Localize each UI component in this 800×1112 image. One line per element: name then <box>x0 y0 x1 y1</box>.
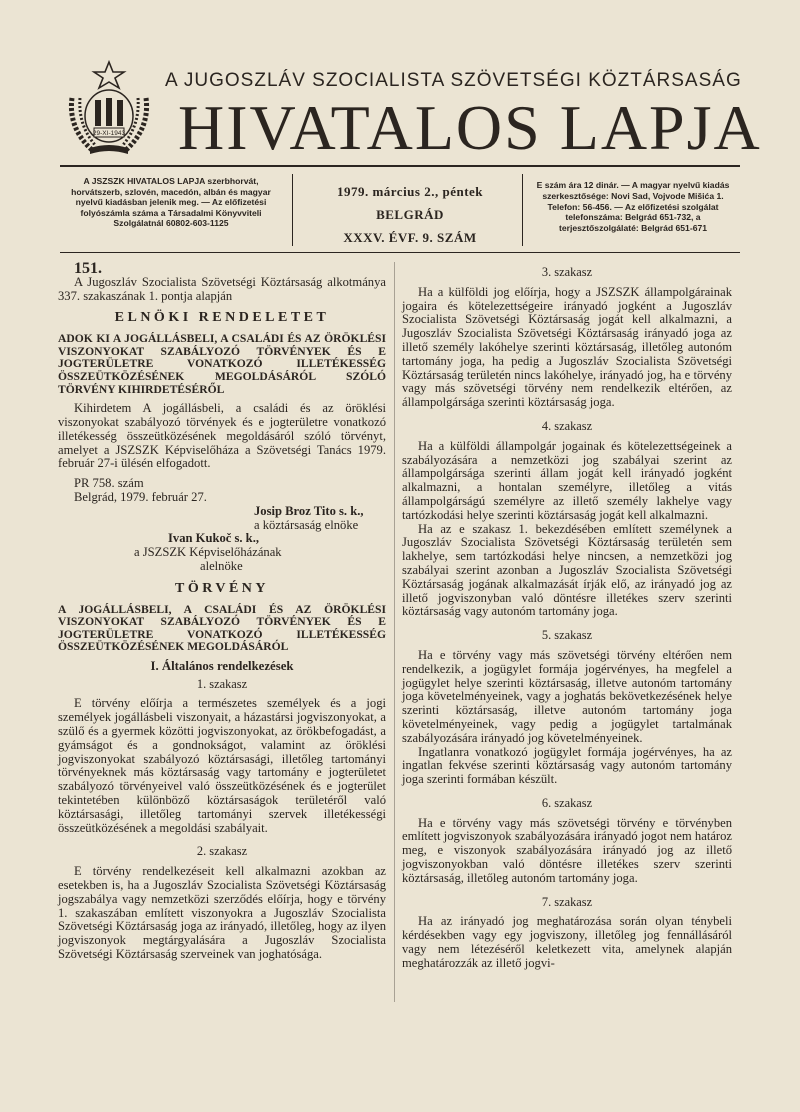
law-heading: TÖRVÉNY <box>174 580 269 596</box>
section-heading: 3. szakasz <box>541 265 593 279</box>
section-text: Ha az e szakasz 1. bekezdésében említett személynek a Jugoszláv Szocialista Szövetségi Köztársaság területén sem lakhelye, sem tartózkodási helye nincsen, a nemzetközi jog szabályai szerint azonban a Jugoszláv Szocialista Szövetségi Köztársaság jogának alkalmazását írják elő, az irányadó jog az illető jogviszonyban való döntésre illetékes szerv szerinti köztársaság vagy autonóm tartomány joga. <box>402 521 732 619</box>
section-text: Ha a külföldi jog előírja, hogy a JSZSZK állampolgárainak jogaira és kötelezettségeire irányadó jogként a Jugoszláv Szocialista Szövetségi Köztársaság jogát kell alkalmazni, a Jugoszláv Szocialista Szövetségi Köztársaság irányadó joga az illető személy lakóhelye szerinti köztársaság, illetőleg autonóm tartomány joga, ha pedig a Jugoszláv Szocialista Szövetségi Köztársaság területén nincs lakóhelye, irányadó jog, ha e törvény vagy más szövetségi törvény nem rendelkezik eltérően, az állampolgársága szerinti köztársaság joga. <box>402 284 732 410</box>
signature-role: a JSZSZK Képviselőházának <box>134 545 282 560</box>
section-heading: 6. szakasz <box>541 795 593 810</box>
section-heading: 1. szakasz <box>196 676 248 691</box>
decree-body: Kihirdetem A jogállásbeli, a családi és az öröklési viszonyokat szabályozó törvények és e jogterületre vonatkozó illetékesség összeütközésének megoldásáról szóló törvényt, amelyet a JSZSZK Képviselőháza a Szövetségi Tanács 1979. február 27-i ülésén elfogadott. <box>58 401 386 471</box>
header-bottom-rule <box>60 252 740 253</box>
coat-of-arms-seal <box>62 58 156 158</box>
chapter-heading: I. Általános rendelkezések <box>150 658 294 673</box>
signature-role: alelnöke <box>200 558 243 573</box>
svg-text:29-XI-1943: 29-XI-1943 <box>92 130 126 137</box>
section-text: Ha az irányadó jog meghatározása során olyan ténybeli kérdésekben vagy egy jogviszony, illetőleg jog fennállásáról vagy nem létezéséről keletkezett vita, amelynek alapján meghatározzák az illető jogvi- <box>402 914 732 970</box>
section-text: E törvény előírja a természetes személyek és a jogi személyek jogállásbeli viszonyait, a házastársi jogviszonyokat, a szülő és a gyermek közötti jogviszonyokat, az örökbefogadást, a gyámságot és a gondnokságot, valamint az öröklési jogviszonyokat szabályozó köztársasági, illetőleg tartományi törvényeknek más köztársaság vagy tartomány e jogterületet szabályozó törvényeivel való összeütközésének és e jogterület tekintetében különböző köztársaságok területéről való köztársasági, illetőleg tartományi szervek illetékességi összeütközésének a megoldási szabályait. <box>58 696 386 835</box>
signature-name: Josip Broz Tito s. k., <box>254 503 364 518</box>
emblem-icon <box>62 58 156 158</box>
issue-number: XXXV. ÉVF. 9. SZÁM <box>343 230 477 245</box>
decree-title: ADOK KI A JOGÁLLÁSBELI, A CSALÁDI ÉS AZ ÖRÖKLÉSI VISZONYOKAT SZABÁLYOZÓ TÖRVÉNYEK ÉS E JOGTERÜLETRE VONATKOZÓ ILLETÉKESSÉG ÖSSZEÜTKÖZÉSÉNEK MEGOLDÁSÁRÓL SZÓLÓ TÖRVÉNY KIHIRDETÉSÉRŐL <box>58 332 386 396</box>
section-heading: 7. szakasz <box>541 894 593 909</box>
signature-role: a köztársaság elnöke <box>254 517 359 532</box>
issue-info <box>310 180 510 249</box>
divider <box>522 174 523 246</box>
masthead-kicker: A JUGOSZLÁV SZOCIALISTA SZÖVETSÉGI KÖZTÁRSASÁG <box>165 70 742 91</box>
law-title: A JOGÁLLÁSBELI, A CSALÁDI ÉS AZ ÖRÖKLÉSI VISZONYOKAT SZABÁLYOZÓ TÖRVÉNYEK ÉS E JOGTERÜLETRE VONATKOZÓ ILLETÉKESSÉG ÖSSZEÜTKÖZÉSÉNEK MEGOLDÁSÁRÓL <box>58 602 386 654</box>
decree-place-date: Belgrád, 1979. február 27. <box>74 489 207 504</box>
masthead-rule <box>60 165 740 167</box>
issue-date: 1979. március 2., péntek <box>336 184 484 199</box>
decree-heading: ELNÖKI RENDELETET <box>114 310 330 326</box>
section-text: Ha e törvény vagy más szövetségi törvény e törvényben említett jogviszonyok szabályozására irányadó jogot nem határoz meg, e viszonyok szabályozására irányadó jog az illető jogviszonyokban való döntésre illetékes szerv szerinti köztársaság, illetőleg autonóm tartomány joga. <box>402 815 732 885</box>
subscription-info: A JSZSZK HIVATALOS LAPJA szerbhorvát, horvátszerb, szlovén, macedón, albán és magyar nyelvű kiadásban jelenik meg. — Az előfizetési folyószámla száma a Társadalmi Könyvviteli Szolgálatnál 60802-603-1125 <box>71 176 271 229</box>
editorial-info: E szám ára 12 dinár. — A magyar nyelvű kiadás szerkesztősége: Novi Sad, Vojvode Mišića 1. Telefon: 56-456. — Az előfizetési szolgálat telefonszáma: Belgrád 651-732, a terjesztőszolgálaté: Belgrád 651-671 <box>536 180 730 234</box>
section-heading: 4. szakasz <box>541 418 593 433</box>
section-heading: 5. szakasz <box>541 628 593 643</box>
column-divider <box>394 262 395 1002</box>
decree-pr-number: PR 758. szám <box>74 476 144 491</box>
issue-city: BELGRÁD <box>376 207 444 222</box>
left-column <box>58 262 386 962</box>
signature-name: Ivan Kukoč s. k., <box>168 531 259 546</box>
divider <box>292 174 293 246</box>
section-text: Ingatlanra vonatkozó jogügylet formája jogérvényes, ha az ingatlan fekvése szerinti köztársaság vagy autonóm tartomány joga szerinti formában készült. <box>402 744 732 787</box>
section-text: E törvény rendelkezéseit kell alkalmazni azokban az esetekben is, ha a Jugoszláv Szocialista Szövetségi Köztársaság jogszabálya vagy nemzetközi szerződés előírja, hogy e törvény 1. szakaszában említett viszonyokra a Jugoszláv Szocialista Szövetségi Köztársaság joga az irányadó, illetőleg, hogy az ilyen jogviszonyok megtárgyalására a Jugoszláv Szocialista Szövetségi Köztársaság szerveinek van joghatósága. <box>58 864 386 962</box>
act-number: 151. <box>74 260 102 277</box>
section-text: Ha e törvény vagy más szövetségi törvény eltérően nem rendelkezik, a jogügylet formája jogérvényes, ha megfelel a jogügylet helye szerinti köztársaság, illetve autonóm tartomány joga követelményeinek, vagy a joghatás bekövetkezésének helye szerinti köztársaság, illetve autonóm tartomány joga követelményeinek, vagy pedig a jogügylet tartalmának szabályozására irányadó jog követelményeinek. <box>402 647 732 745</box>
section-text: Ha a külföldi állampolgár jogainak és kötelezettségeinek a szabályozására a nemzetközi jog szabályai szerint az állampolgársága szerinti állam jogát kell irányadó jogként alkalmazni, a hontalan személyre, illetőleg a vitás állampolgárságú személyre az illető személy lakhelye vagy tartózkodási helye szerinti köztársaság jogát kell alkalmazni. <box>402 438 732 522</box>
decree-intro: A Jugoszláv Szocialista Szövetségi Köztársaság alkotmánya 337. szakaszának 1. pontja alapján <box>58 274 386 303</box>
right-column <box>402 262 732 971</box>
masthead-title: HIVATALOS LAPJA <box>178 92 762 163</box>
section-heading: 2. szakasz <box>196 844 248 859</box>
